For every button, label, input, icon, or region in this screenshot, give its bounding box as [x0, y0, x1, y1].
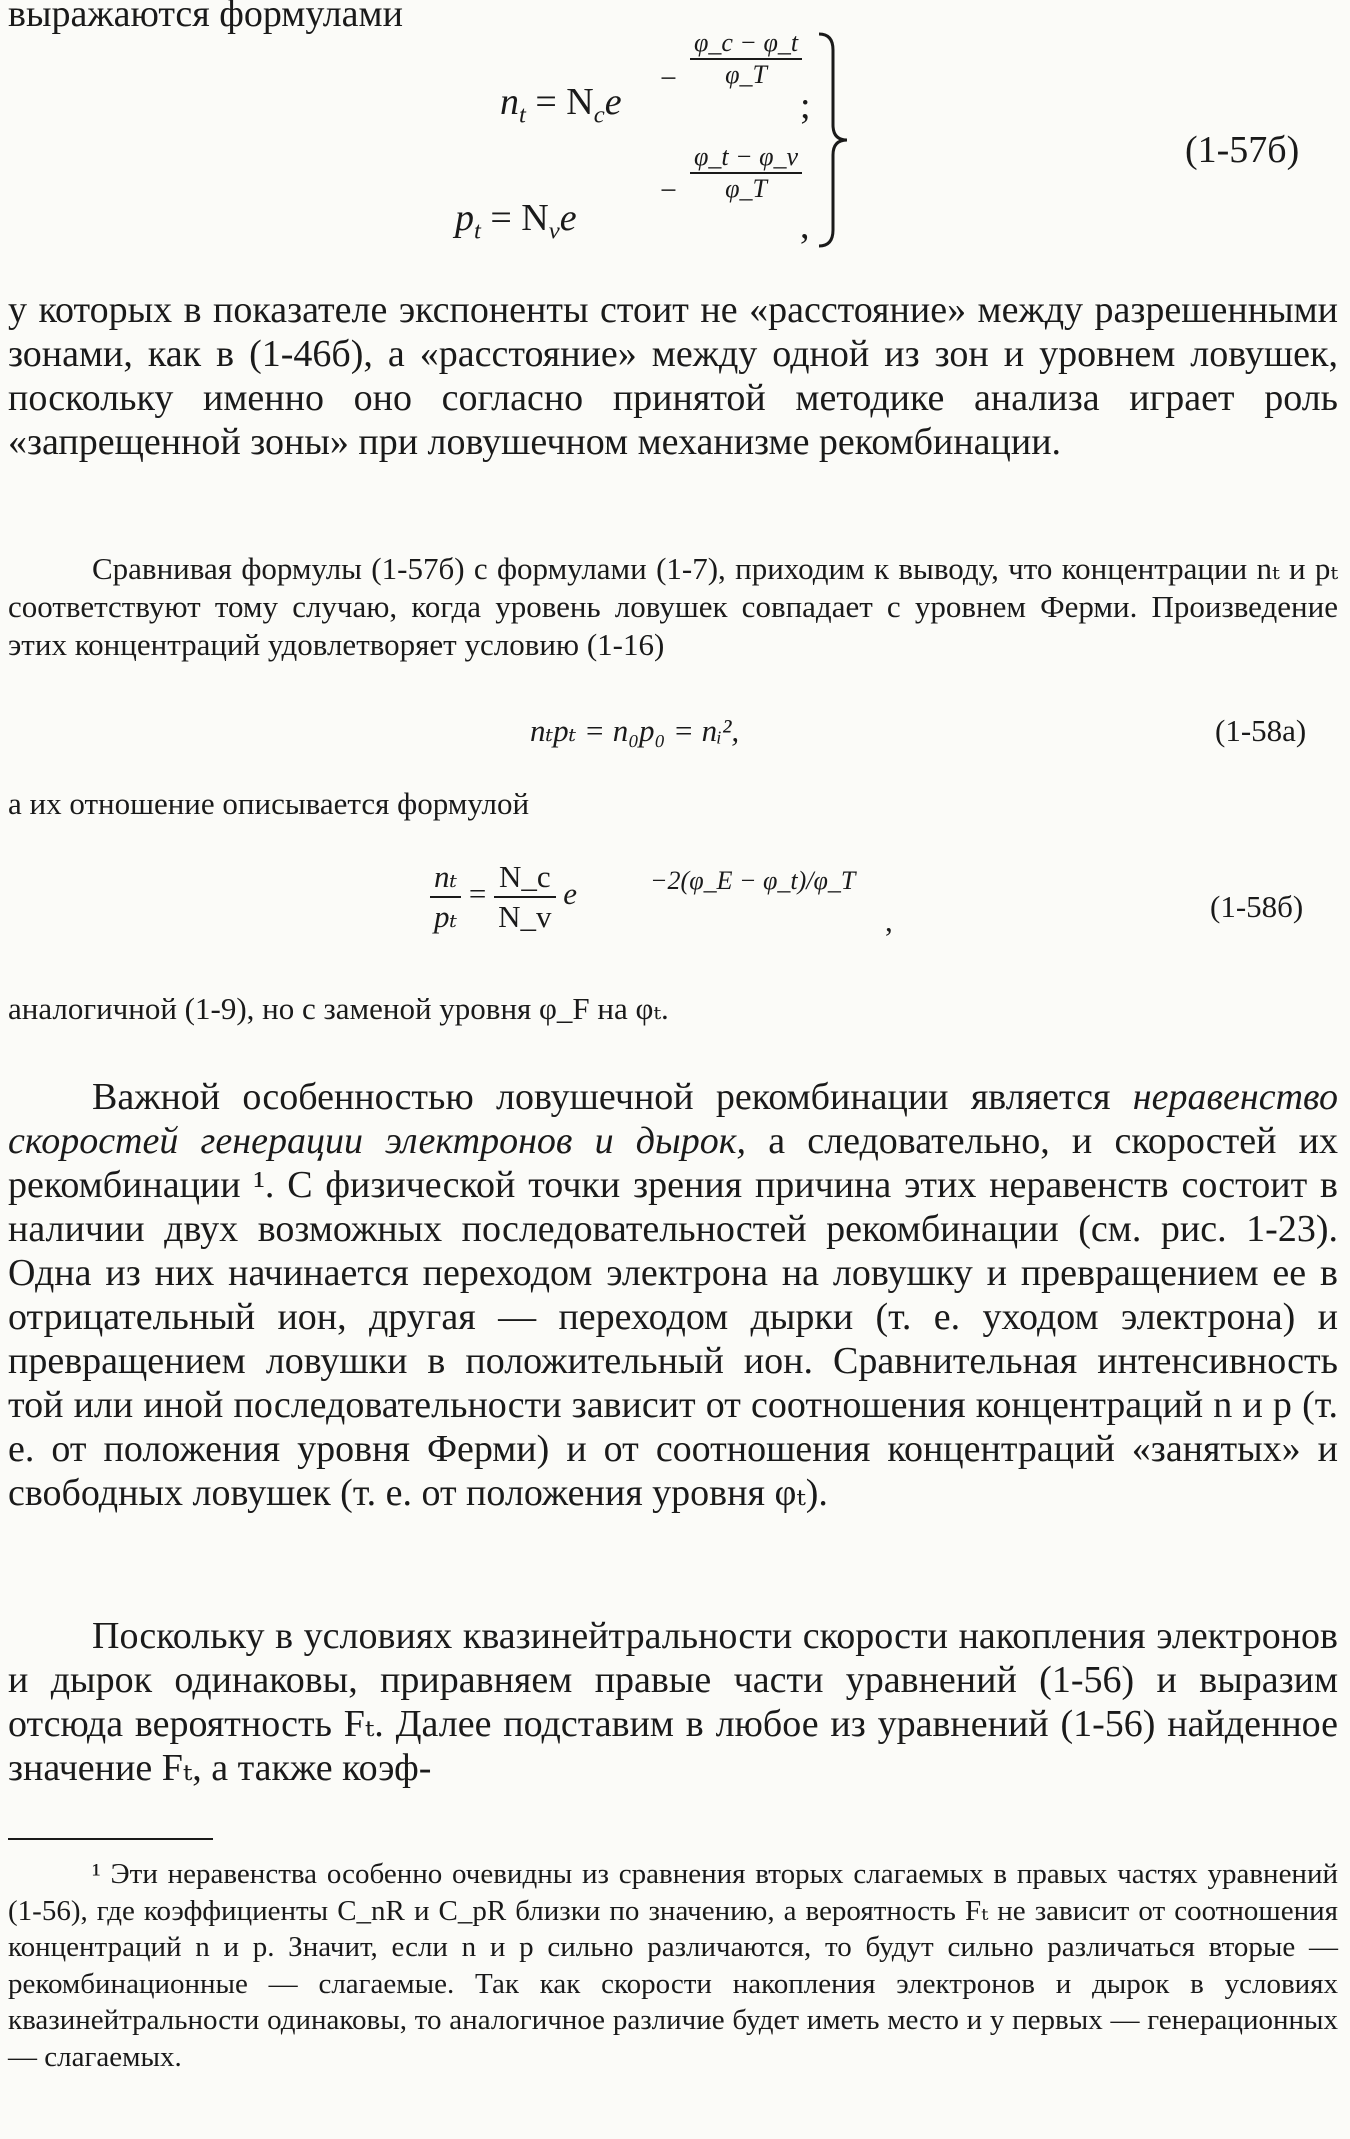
f57-l2-eq: =	[490, 197, 512, 239]
right-brace	[815, 30, 855, 250]
equation-number-1-57b: (1-57б)	[1185, 129, 1300, 171]
f57-l2-coef-sub: v	[548, 217, 560, 245]
f57-l2-exponent	[690, 142, 802, 204]
f57-l2-exp-num: φ_t − φ_v	[694, 142, 799, 171]
formula-1-57b-line1	[500, 80, 622, 138]
f57-l1-exp-num: φ_c − φ_t	[694, 28, 799, 57]
f57-l2-minus: −	[660, 174, 677, 207]
footnote-rule	[8, 1838, 213, 1840]
formula-1-58a: nₜpₜ = n₀p₀ = nᵢ²,	[530, 713, 740, 748]
f57-l2-end: ,	[800, 205, 810, 247]
f57-l1-lhs: n	[500, 81, 519, 123]
f58b-end: ,	[885, 903, 893, 938]
f57-l1-exponent	[690, 28, 802, 90]
top-line: выражаются формулами	[8, 0, 403, 35]
f57-l1-exp-den: φ_T	[725, 60, 767, 89]
f57-l2-lhs-sub: t	[474, 217, 481, 245]
f58b-lhs-den: pₜ	[434, 899, 458, 934]
f58b-rhs-num: N_c	[494, 858, 555, 898]
formula-1-57b-line2	[455, 196, 577, 254]
paragraph-3: а их отношение описывается формулой	[8, 786, 530, 821]
f58b-eq: =	[468, 876, 487, 912]
paragraph-2: Сравнивая формулы (1-57б) с формулами (1-7), приходим к выводу, что концентрации nₜ и pₜ соответствуют тому случаю, когда уровень ловушек совпадает с уровнем Ферми. Произведение этих концентраций удовлетворяет условию (1-16)	[8, 551, 1338, 662]
paragraph-5-start: Важной особенностью ловушечной рекомбинации является	[92, 1076, 1133, 1118]
paragraph-5-rest: а следовательно, и скоростей их рекомбинации ¹. С физической точки зрения причина этих неравенств состоит в наличии двух возможных последовательностей рекомбинации (см. рис. 1-23). Одна из них начинается переходом электрона на ловушку и превращением ее в отрицательный ион, другая — переходом дырки (т. е. уходом электрона) и превращением ловушки в положительный ион. Сравнительная интенсивность той или иной последовательности зависит от соотношения концентраций n и p (т. е. от положения уровня Ферми) и от соотношения концентраций «занятых» и свободных ловушек (т. е. от положения уровня φₜ).	[8, 1120, 1338, 1514]
f57-l2-lhs: p	[455, 197, 474, 239]
f58b-lhs-num: nₜ	[434, 859, 458, 894]
f58b-lhs	[430, 858, 577, 936]
f57-l2-exp-den: φ_T	[725, 174, 767, 203]
f57-l1-coef: N	[566, 81, 594, 123]
paragraph-4: аналогичной (1-9), но с заменой уровня φ_F на φₜ.	[8, 991, 669, 1026]
f57-l1-end: ;	[800, 85, 811, 127]
footnote: ¹ Эти неравенства особенно очевидны из сравнения вторых слагаемых в правых частях уравнений (1-56), где коэффициенты C_nR и C_pR близки по значению, а вероятность Fₜ не зависит от соотношения концентраций n и p. Значит, если n и p сильно различаются, то будут сильно различаться вторые — рекомбинационные — слагаемые. Так как скорости накопления электронов и дырок в условиях квазинейтральности одинаковы, то аналогичное различие будет иметь место и у первых — генерационных — слагаемых.	[8, 1858, 1338, 2073]
f58b-e: e	[563, 876, 578, 912]
f57-l2-e: e	[559, 197, 577, 239]
paragraph-1: у которых в показателе экспоненты стоит не «расстояние» между разрешенными зонами, как в (1-46б), а «расстояние» между одной из зон и уровнем ловушек, поскольку именно оно согласно принятой методике анализа играет роль «запрещенной зоны» при ловушечном механизме рекомбинации.	[8, 289, 1338, 463]
f58b-exponent: −2(φ_E − φ_t)/φ_T	[650, 866, 856, 895]
paragraph-5	[8, 1075, 1338, 1515]
f57-l1-e: e	[604, 81, 622, 123]
f57-l1-eq: =	[535, 81, 557, 123]
f58b-rhs-den: N_v	[498, 899, 552, 934]
f57-l2-coef: N	[521, 197, 549, 239]
equation-number-1-58b: (1-58б)	[1210, 889, 1304, 924]
equation-number-1-58a: (1-58а)	[1215, 713, 1307, 748]
paragraph-6: Поскольку в условиях квазинейтральности скорости накопления электронов и дырок одинаковы, приравняем правые части уравнений (1-56) и выразим отсюда вероятность Fₜ. Далее подставим в любое из уравнений (1-56) найденное значение Fₜ, а также коэф-	[8, 1615, 1338, 1789]
f57-l1-minus: −	[660, 62, 677, 95]
f57-l1-lhs-sub: t	[519, 101, 526, 129]
paragraph-5-italic: неравенство скоростей генерации электронов и дырок,	[8, 1076, 1338, 1162]
f57-l1-coef-sub: c	[593, 101, 605, 129]
